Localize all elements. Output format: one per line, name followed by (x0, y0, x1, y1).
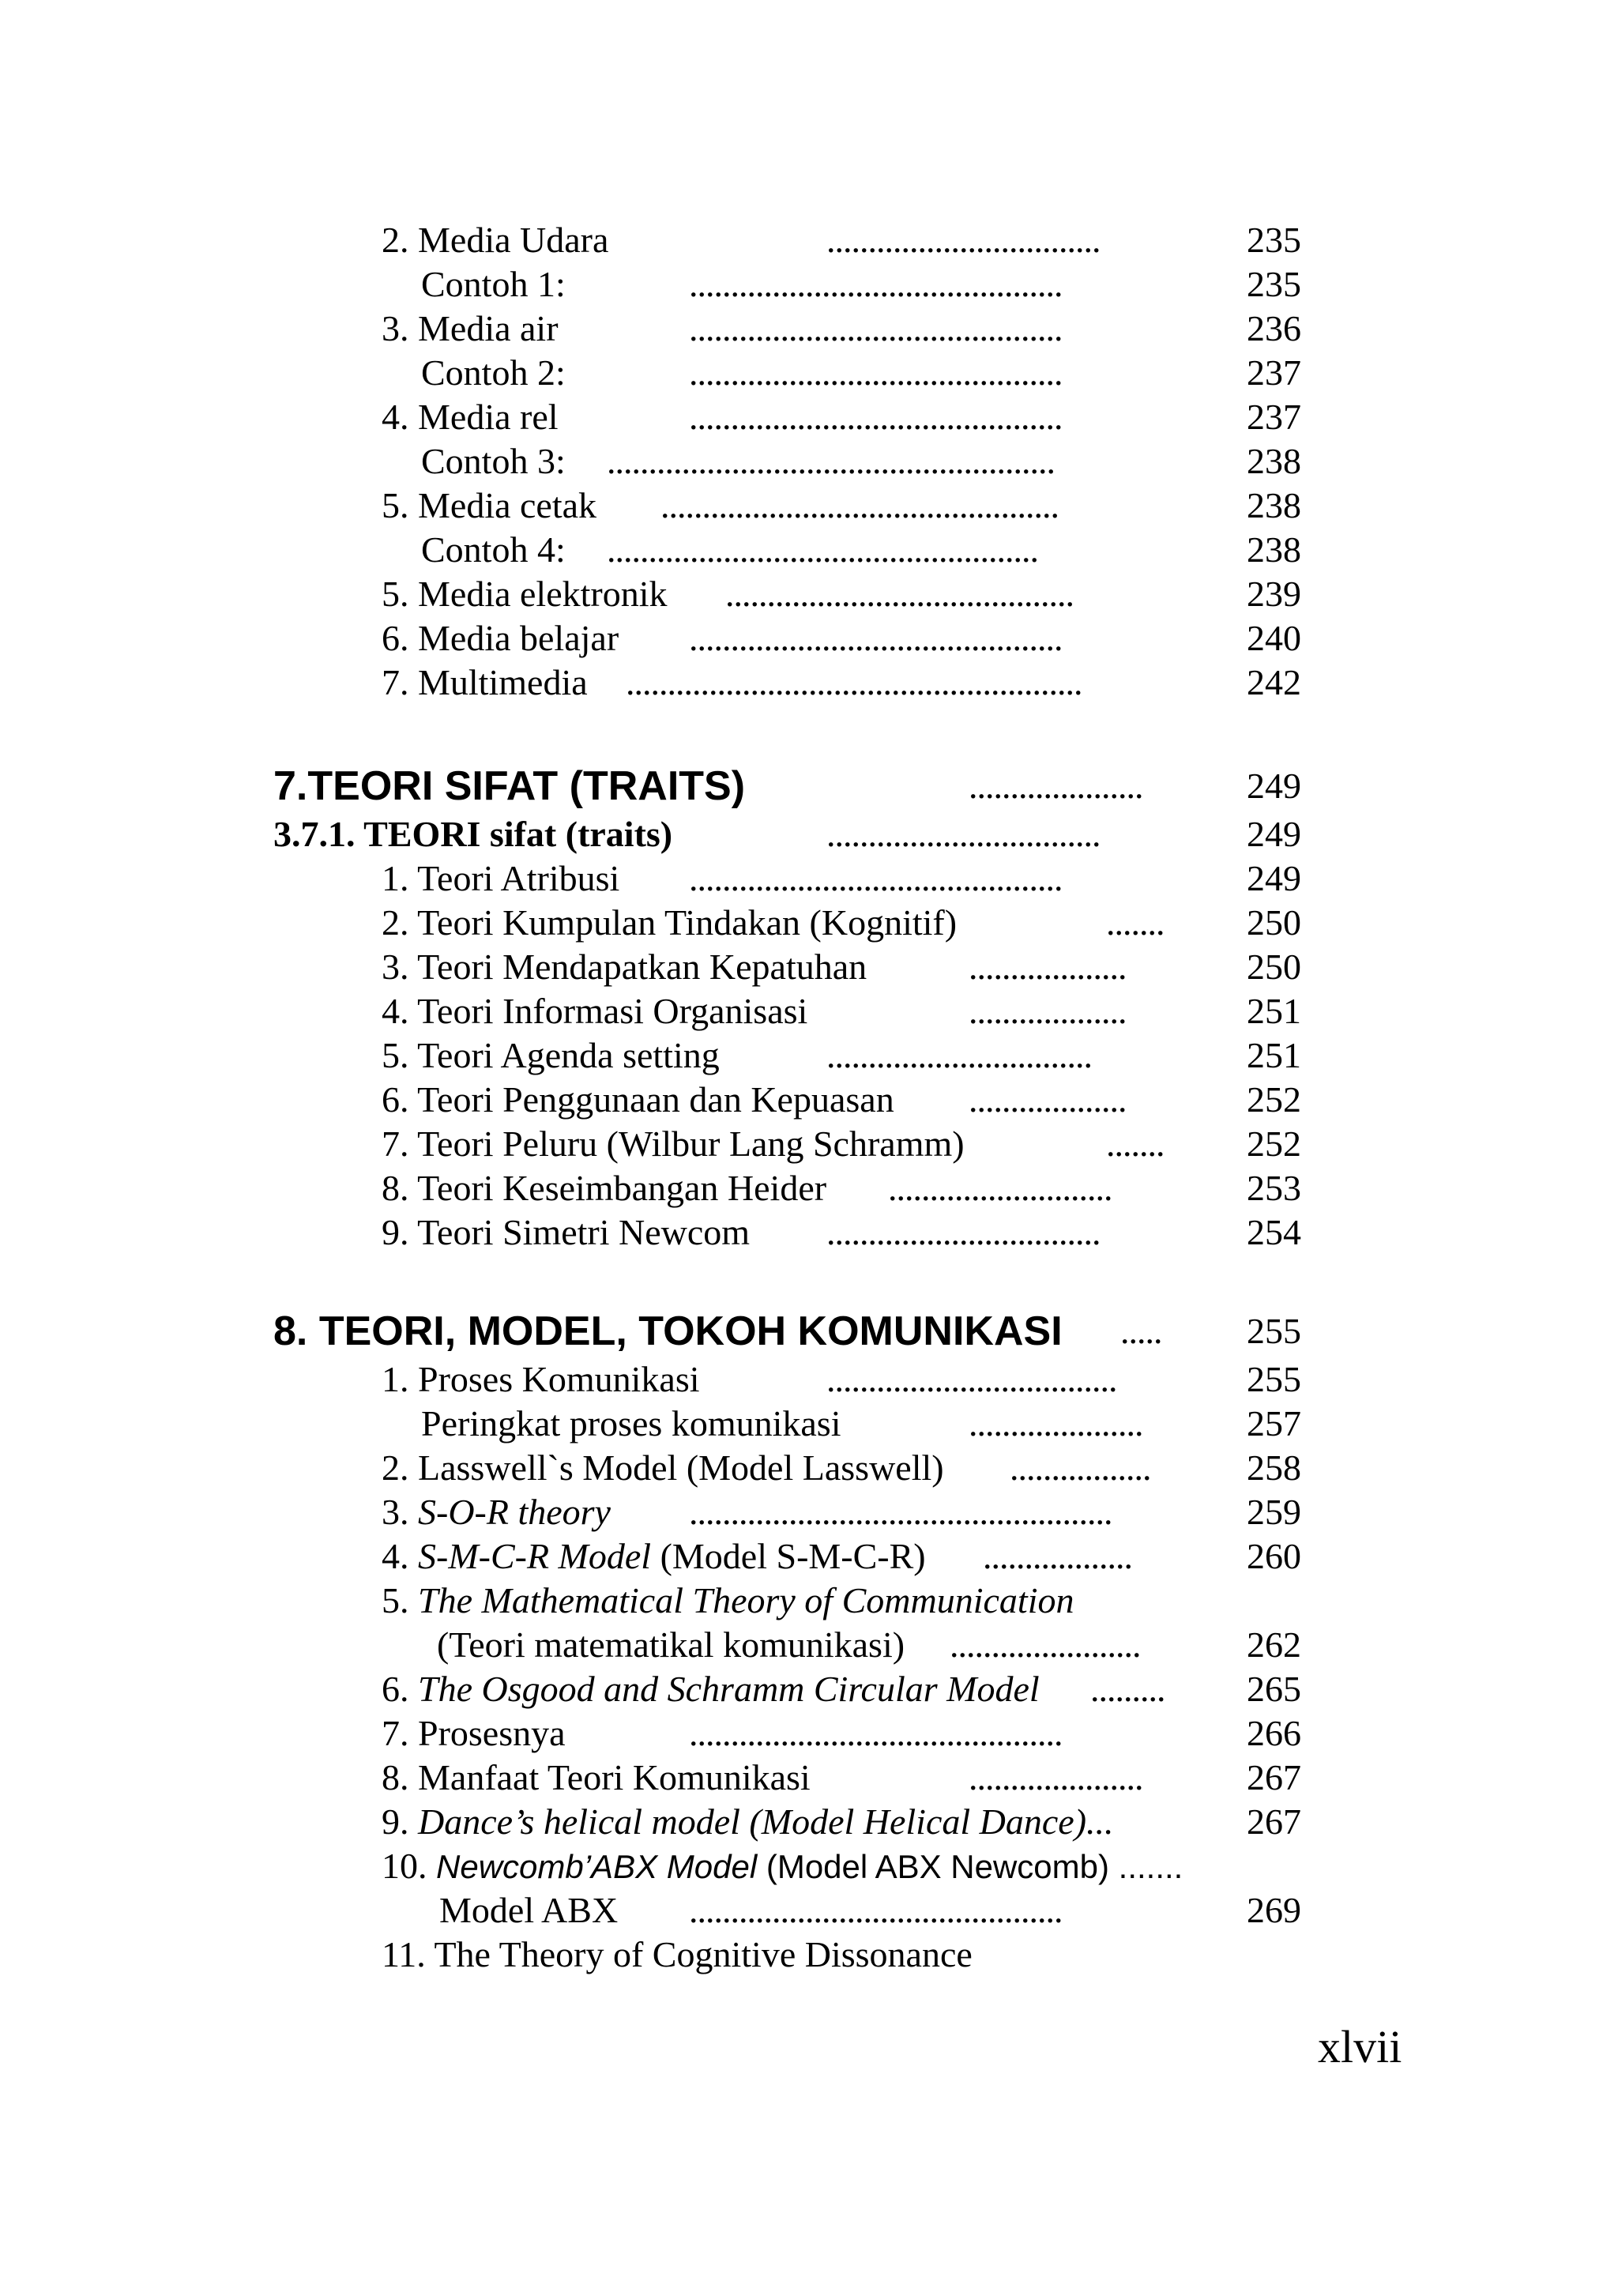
leader-dots: ............................................. (689, 397, 1063, 437)
entry-title: S-M-C-R Model (418, 1536, 652, 1576)
leader-dots: ............................................. (689, 264, 1063, 304)
leader-dots: ............................................. (689, 352, 1063, 393)
leader-dots: ............................................. (689, 858, 1063, 898)
page-number: 252 (1247, 1124, 1301, 1164)
page-number: 254 (1247, 1212, 1301, 1252)
entry-label: 8. Manfaat Teori Komunikasi (382, 1757, 811, 1797)
entry-label: 2. Teori Kumpulan Tindakan (Kognitif) (382, 902, 958, 943)
page-number: 237 (1247, 352, 1301, 393)
page-number: 237 (1247, 397, 1301, 437)
entry-label (382, 1800, 1114, 1844)
entry-number: 10. (382, 1846, 436, 1886)
leader-dots: ................................................ (660, 485, 1059, 525)
leader-dots: ..................... (969, 1757, 1143, 1797)
leader-dots: ................................. (826, 1212, 1101, 1252)
entry-label: 4. Media rel (382, 397, 559, 437)
entry-label: 5. Media elektronik (382, 574, 668, 614)
entry-number: 3. (382, 1492, 418, 1532)
leader-dots: ....................... (950, 1624, 1141, 1665)
leader-dots: ........................... (888, 1168, 1112, 1208)
leader-dots: ................................. (826, 814, 1101, 854)
leader-dots: ............................................. (689, 1890, 1063, 1930)
page-number: 239 (1247, 574, 1301, 614)
leader-dots: ..................... (969, 766, 1143, 806)
entry-label: 6. Media belajar (382, 618, 619, 658)
leader-dots: ....................................................... (626, 662, 1082, 702)
page-number: 251 (1247, 1035, 1301, 1075)
entry-title: Newcomb’ABX Model (436, 1848, 758, 1885)
entry-label: 2. Media Udara (382, 220, 609, 260)
chapter-title: 7.TEORI SIFAT (TRAITS) (273, 763, 746, 809)
entry-number: 6. (382, 1669, 418, 1709)
entry-label: (Teori matematikal komunikasi) (437, 1624, 905, 1665)
entry-label: Model ABX (439, 1890, 619, 1930)
entry-label: 5. Media cetak (382, 485, 597, 525)
page-number: 238 (1247, 485, 1301, 525)
entry-label (382, 1490, 611, 1534)
leader-dots: .................. (983, 1536, 1132, 1576)
page-number: 251 (1247, 991, 1301, 1031)
leader-dots: ....... (1106, 902, 1165, 943)
entry-title: The Osgood and Schramm Circular Model (418, 1669, 1040, 1709)
page-number: 238 (1247, 441, 1301, 481)
leader-dots: ..... (1120, 1311, 1162, 1351)
entry-label: 9. Teori Simetri Newcom (382, 1212, 751, 1252)
leader-dots: ..................... (969, 1403, 1143, 1443)
leader-dots: ............................................. (689, 1713, 1063, 1753)
entry-title: The Mathematical Theory of Communication (418, 1580, 1074, 1620)
page-number: 236 (1247, 308, 1301, 348)
entry-subtitle: (Model ABX Newcomb) ....... (757, 1848, 1183, 1885)
entry-subtitle: (Model S-M-C-R) (651, 1536, 926, 1576)
page-number: 267 (1247, 1801, 1301, 1842)
entry-label (382, 1844, 1183, 1889)
entry-label: 3. Teori Mendapatkan Kepatuhan (382, 947, 867, 987)
page-number: 266 (1247, 1713, 1301, 1753)
page-number: 249 (1247, 766, 1301, 806)
entry-label: 7. Prosesnya (382, 1713, 566, 1753)
leader-dots: ............................................. (689, 308, 1063, 348)
entry-label (382, 1667, 1040, 1711)
leader-dots: ................................... (826, 1359, 1117, 1399)
page-number: 253 (1247, 1168, 1301, 1208)
page-number: 257 (1247, 1403, 1301, 1443)
leader-dots: ................. (1010, 1447, 1151, 1488)
entry-label: 2. Lasswell`s Model (Model Lasswell) (382, 1447, 944, 1488)
page-number: 260 (1247, 1536, 1301, 1576)
entry-label: 7. Multimedia (382, 662, 588, 702)
page-number: 267 (1247, 1757, 1301, 1797)
leader-dots: ................... (969, 991, 1127, 1031)
entry-label: 11. The Theory of Cognitive Dissonance (382, 1934, 973, 1974)
folio-page-number: xlvii (1318, 2021, 1402, 2072)
entry-label: 5. Teori Agenda setting (382, 1035, 720, 1075)
entry-label: 6. Teori Penggunaan dan Kepuasan (382, 1079, 894, 1120)
page-number: 242 (1247, 662, 1301, 702)
page-number: 269 (1247, 1890, 1301, 1930)
entry-label (382, 1534, 926, 1579)
page-number: 255 (1247, 1311, 1301, 1351)
page-number: 262 (1247, 1624, 1301, 1665)
leader-dots: .................................................... (607, 529, 1038, 570)
page-number: 249 (1247, 814, 1301, 854)
entry-title: Dance’s helical model (Model Helical Dance)... (418, 1801, 1114, 1842)
entry-number: 5. (382, 1580, 418, 1620)
leader-dots: .......................................... (725, 574, 1074, 614)
entry-label: Contoh 1: (421, 264, 566, 304)
page-number: 250 (1247, 902, 1301, 943)
page-number: 265 (1247, 1669, 1301, 1709)
entry-number: 4. (382, 1536, 418, 1576)
leader-dots: ............................................. (689, 618, 1063, 658)
leader-dots: ................... (969, 947, 1127, 987)
entry-label (382, 1579, 1074, 1623)
page-number: 255 (1247, 1359, 1301, 1399)
page-number: 235 (1247, 220, 1301, 260)
page-number: 259 (1247, 1492, 1301, 1532)
section-title: 3.7.1. TEORI sifat (traits) (273, 814, 673, 854)
leader-dots: ....... (1106, 1124, 1165, 1164)
leader-dots: ................... (969, 1079, 1127, 1120)
leader-dots: ................................ (826, 1035, 1092, 1075)
page-number: 238 (1247, 529, 1301, 570)
entry-title: S-O-R theory (418, 1492, 611, 1532)
entry-label: Contoh 3: (421, 441, 566, 481)
page-number: 240 (1247, 618, 1301, 658)
entry-label: Contoh 2: (421, 352, 566, 393)
leader-dots: ................................................... (689, 1492, 1112, 1532)
entry-label: 7. Teori Peluru (Wilbur Lang Schramm) (382, 1124, 965, 1164)
entry-label: 4. Teori Informasi Organisasi (382, 991, 808, 1031)
entry-label: 1. Proses Komunikasi (382, 1359, 700, 1399)
leader-dots: ......... (1090, 1669, 1165, 1709)
entry-label: Peringkat proses komunikasi (421, 1403, 841, 1443)
page-number: 249 (1247, 858, 1301, 898)
page-number: 235 (1247, 264, 1301, 304)
page-number: 258 (1247, 1447, 1301, 1488)
entry-label: 1. Teori Atribusi (382, 858, 620, 898)
leader-dots: ................................. (826, 220, 1101, 260)
entry-label: Contoh 4: (421, 529, 566, 570)
chapter-title: 8. TEORI, MODEL, TOKOH KOMUNIKASI (273, 1308, 1063, 1354)
entry-number: 9. (382, 1801, 418, 1842)
page-number: 250 (1247, 947, 1301, 987)
leader-dots: ...................................................... (607, 441, 1055, 481)
page-number: 252 (1247, 1079, 1301, 1120)
entry-label: 8. Teori Keseimbangan Heider (382, 1168, 827, 1208)
entry-label: 3. Media air (382, 308, 559, 348)
